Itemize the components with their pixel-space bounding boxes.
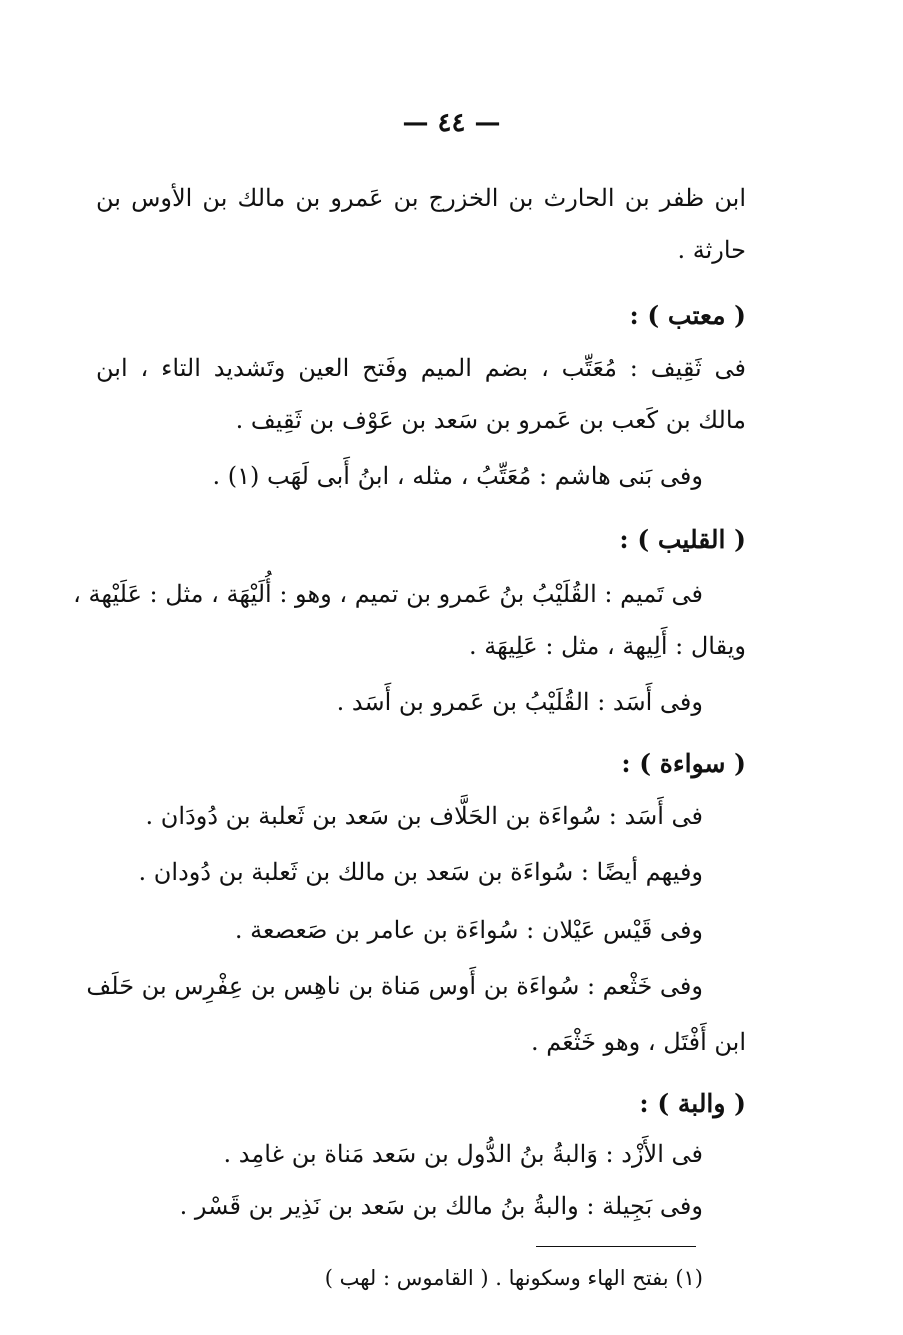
text-line: وفيهم أيضًا : سُواءَة بن سَعد بن مالك بن ثَعلبة بن دُودان .	[138, 858, 703, 886]
text-line: وفى بَنى هاشم : مُعَتِّبُ ، مثله ، ابنُ أَبى لَهَب (١) .	[212, 462, 703, 490]
page-number: — ٤٤ —	[402, 108, 501, 138]
text-line: ابن ظفر بن الحارث بن الخزرج بن عَمرو بن مالك بن الأوس بن	[96, 184, 746, 212]
footnote: (١) بفتح الهاء وسكونها . ( القاموس : لهب )	[324, 1266, 703, 1290]
section-heading-waliba: ( والبة ) :	[639, 1089, 746, 1118]
text-line: وفى خَثْعم : سُواءَة بن أَوس مَناة بن ناهِس بن عِفْرِس بن حَلَف	[86, 972, 703, 1000]
text-line: فى الأَزْد : وَالبةُ بنُ الدُّول بن سَعد مَناة بن غامِد .	[223, 1140, 703, 1168]
text-line: فى أَسَد : سُواءَة بن الحَلَّاف بن سَعد بن ثَعلبة بن دُودَان .	[145, 802, 703, 830]
section-heading-qulayb: ( القليب ) :	[619, 525, 746, 554]
text-line: وفى أَسَد : القُلَيْبُ بن عَمرو بن أَسَد .	[336, 688, 703, 716]
text-line: مالك بن كَعب بن عَمرو بن سَعد بن عَوْف بن ثَقِيف .	[235, 406, 746, 434]
text-line: حارثة .	[677, 236, 746, 264]
section-heading-muatab: ( معتب ) :	[629, 301, 746, 330]
text-line: ابن أَفْتَل ، وهو خَثْعَم .	[531, 1028, 746, 1056]
text-line: وفى قَيْس عَيْلان : سُواءَة بن عامر بن صَعصعة .	[234, 916, 703, 944]
text-line: ويقال : أَلِيهة ، مثل : عَلِيهَة .	[469, 632, 746, 660]
section-heading-suwaa: ( سواءة ) :	[621, 749, 746, 778]
text-line: فى ثَقِيف : مُعَتِّب ، بضم الميم وفَتح العين وتَشديد التاء ، ابن	[96, 354, 746, 382]
text-line: وفى بَجِيلة : والبةُ بنُ مالك بن سَعد بن نَذِير بن قَسْر .	[179, 1192, 703, 1220]
footnote-separator	[536, 1246, 696, 1247]
text-line: فى تَميم : القُلَيْبُ بنُ عَمرو بن تميم ، وهو : أُلَيْهَة ، مثل : عَلَيْهة ،	[73, 580, 703, 608]
